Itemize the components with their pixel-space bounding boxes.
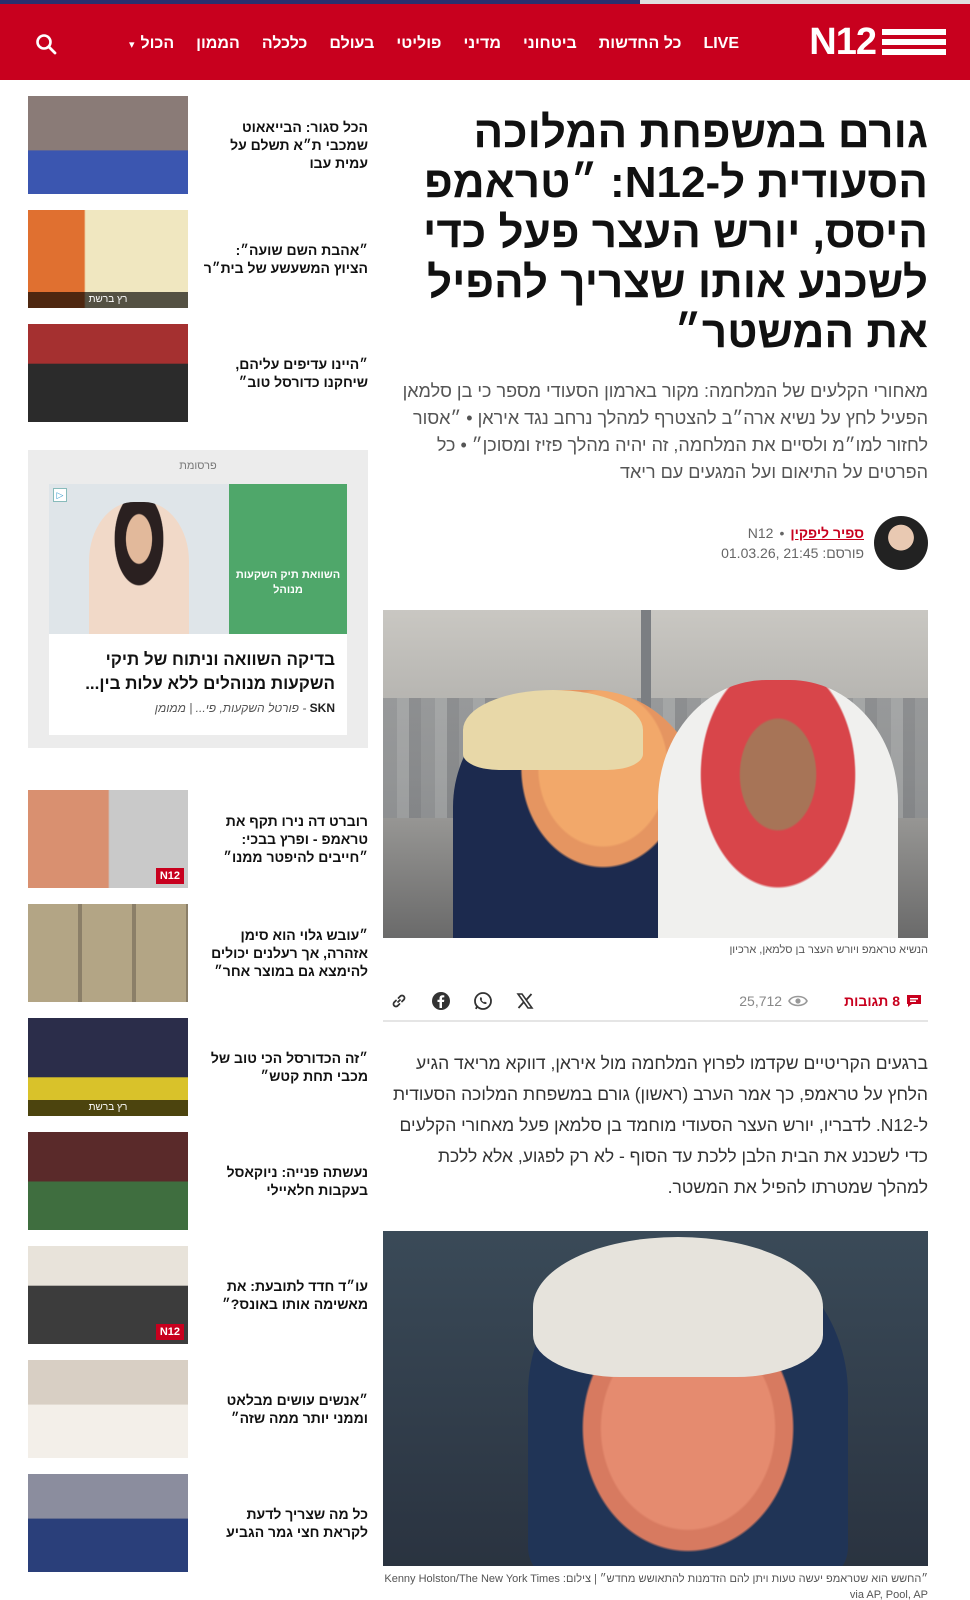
list-item-title: הכל סגור: הבייאאוט שמכבי ת״א תשלם על עמית עבו bbox=[230, 119, 368, 171]
article-subtitle: מאחורי הקלעים של המלחמה: מקור בארמון הסעודי מספר כי בן סלמאן הפעיל לחץ על נשיא ארה״ב להצטרף למהלך נרחב נגד איראן • ״אסור לחזור למו״מ ולסיים את המלחמה, זה יהיה מהלך פזיז ומסוכן״ • כל הפרטים על התיאום ועל המגעים עם ריאד bbox=[402, 381, 928, 482]
list-item[interactable] bbox=[28, 904, 368, 1002]
body-figure bbox=[383, 1231, 928, 1600]
sidebar-bottom bbox=[28, 790, 368, 1588]
search-icon[interactable] bbox=[34, 32, 58, 56]
logo-text: N12 bbox=[809, 20, 876, 63]
ad-source-rest: - פורטל השקעות, פי... | ממומן bbox=[154, 701, 310, 715]
link-icon[interactable] bbox=[389, 991, 409, 1011]
hero-image[interactable] bbox=[383, 610, 928, 938]
list-item-thumbnail bbox=[28, 1360, 188, 1458]
hero-figure bbox=[383, 610, 928, 956]
list-item-title: ״זה הכדורסל הכי טוב של מכבי תחת קטש״ bbox=[210, 1050, 368, 1084]
main-nav bbox=[118, 4, 750, 84]
list-item[interactable] bbox=[28, 96, 368, 194]
list-item-thumbnail bbox=[28, 1132, 188, 1230]
author-source: N12 bbox=[747, 525, 774, 541]
nav-item-diplomatic[interactable]: מדיני bbox=[463, 35, 501, 52]
list-item-thumbnail bbox=[28, 1246, 188, 1344]
adchoices-icon[interactable]: ▷ bbox=[53, 488, 67, 502]
tv-badge: רץ ברשת bbox=[28, 1100, 188, 1116]
chevron-down-icon: ▾ bbox=[128, 38, 135, 51]
list-item-title: ״אנשים עושים מבלאט וממני יותר ממה שזה״ bbox=[226, 1392, 368, 1426]
nav-item-security[interactable]: ביטחוני bbox=[522, 35, 577, 52]
views-counter bbox=[739, 993, 808, 1009]
list-item[interactable] bbox=[28, 1474, 368, 1572]
list-item-title: עו״ד חדד לתובעת: את מאשימה אותו באונס?״ bbox=[222, 1278, 368, 1312]
comment-icon bbox=[906, 993, 922, 1009]
share-icons bbox=[389, 991, 535, 1011]
facebook-icon[interactable] bbox=[431, 991, 451, 1011]
list-item-thumbnail bbox=[28, 790, 188, 888]
list-item-thumbnail bbox=[28, 96, 188, 194]
list-item-title: כל מה שצריך לדעת לקראת חצי גמר הגביע bbox=[226, 1506, 368, 1540]
ad-title: בדיקה השוואה וניתוח של תיקי השקעות מנוהלים ללא עלות בין... bbox=[85, 650, 335, 693]
author-meta bbox=[721, 525, 864, 561]
author-byline bbox=[383, 516, 928, 570]
list-item-title: נעשתה פנייה: ניוקאסל בעקבות חלאיילי bbox=[226, 1164, 368, 1198]
n12-badge: N12 bbox=[156, 1324, 184, 1340]
list-item-thumbnail bbox=[28, 324, 188, 422]
ad-source-brand: SKN bbox=[309, 701, 335, 715]
views-count: 25,712 bbox=[739, 993, 783, 1009]
tv-badge: רץ ברשת bbox=[28, 292, 188, 308]
list-item[interactable] bbox=[28, 324, 368, 422]
ad-card[interactable] bbox=[49, 484, 347, 735]
author-name-link[interactable]: ספיר ליפקין bbox=[790, 525, 864, 541]
list-item-title: ״היינו עדיפים עליהם, שיחקנו כדורסל טוב״ bbox=[235, 356, 368, 390]
list-item-thumbnail bbox=[28, 1474, 188, 1572]
list-item[interactable] bbox=[28, 1360, 368, 1458]
publish-date: פורסם: 21:45 ,01.03.26 bbox=[721, 545, 864, 561]
list-item-title: ״אהבת השם שועה״: הציוץ המשעשע של בית״ר bbox=[203, 242, 368, 276]
comments-count: 8 תגובות bbox=[844, 993, 900, 1009]
nav-more-label: הכול bbox=[140, 35, 175, 52]
whatsapp-icon[interactable] bbox=[473, 991, 493, 1011]
n12-badge: N12 bbox=[156, 868, 184, 884]
list-item-thumbnail bbox=[28, 1018, 188, 1116]
share-bar bbox=[383, 982, 928, 1022]
ad-label: פרסומת bbox=[179, 460, 217, 472]
list-item[interactable] bbox=[28, 1018, 368, 1116]
list-item-title: ״עובש גלוי הוא סימן אזהרה, אך רעלנים יכולים להימצא גם במוצר אחר״ bbox=[211, 927, 368, 979]
top-navigation-bar bbox=[0, 0, 970, 80]
ad-source bbox=[155, 701, 335, 715]
list-item[interactable] bbox=[28, 790, 368, 888]
site-logo[interactable] bbox=[809, 22, 946, 62]
nav-item-more[interactable] bbox=[118, 4, 185, 84]
list-item-title: רוברט דה נירו תקף את טראמפ - ופרץ בבכי: ״חייבים להיפטר ממנו״ bbox=[223, 813, 368, 865]
author-avatar[interactable] bbox=[874, 516, 928, 570]
comments-link[interactable] bbox=[844, 993, 922, 1009]
nav-item-world[interactable]: בעולם bbox=[318, 4, 385, 84]
nav-item-all-news[interactable]: כל החדשות bbox=[598, 35, 682, 52]
article-headline: גורם במשפחת המלוכה הסעודית ל-N12: ״טראמפ היסס, יורש העצר פעל כדי לשכנע אותו שצריך להפיל את המשטר״ bbox=[423, 108, 928, 357]
ad-box bbox=[28, 450, 368, 748]
nav-item-hamamon[interactable]: הממון bbox=[196, 35, 240, 52]
sidebar-top bbox=[28, 96, 368, 438]
article-body: ברגעים הקריטיים שקדמו לפרוץ המלחמה מול איראן, דווקא מריאד הגיע הלחץ על טראמפ, כך אמר הערב (ראשון) גורם במשפחת המלוכה הסעודית ל-N12. לדבריו, יורש העצר הסעודי מוחמד בן סלמאן פעל מאחורי הקלעים כדי לשכנע את הבית הלבן ללכת עד הסוף - לא רק לפגוע, אלא ללכת למהלך שמטרתו להפיל את המשטר. bbox=[392, 1053, 928, 1197]
article bbox=[383, 108, 928, 1600]
list-item[interactable] bbox=[28, 1246, 368, 1344]
list-item[interactable] bbox=[28, 1132, 368, 1230]
x-twitter-icon[interactable] bbox=[515, 991, 535, 1011]
list-item-thumbnail bbox=[28, 210, 188, 308]
list-item[interactable] bbox=[28, 210, 368, 308]
logo-bars bbox=[882, 29, 946, 55]
body-image-caption: ״החשש הוא שטראמפ יעשה טעות ויתן להם הזדמנות להתאושש מחדש״ | צילום: Kenny Holston/The New York Times via AP, Pool, AP bbox=[384, 1573, 928, 1600]
ad-banner-text: השוואת תיק השקעות מנוהל bbox=[229, 484, 347, 634]
author-separator: • bbox=[779, 525, 785, 541]
hero-caption: הנשיא טראמפ ויורש העצר בן סלמאן, ארכיון bbox=[729, 944, 928, 956]
body-image[interactable] bbox=[383, 1231, 928, 1566]
list-item-thumbnail bbox=[28, 904, 188, 1002]
nav-item-live[interactable]: LIVE bbox=[703, 35, 739, 52]
nav-item-politics[interactable]: פוליטי bbox=[396, 35, 442, 52]
nav-item-economy[interactable]: כלכלה bbox=[261, 35, 308, 52]
eye-icon bbox=[788, 994, 808, 1008]
